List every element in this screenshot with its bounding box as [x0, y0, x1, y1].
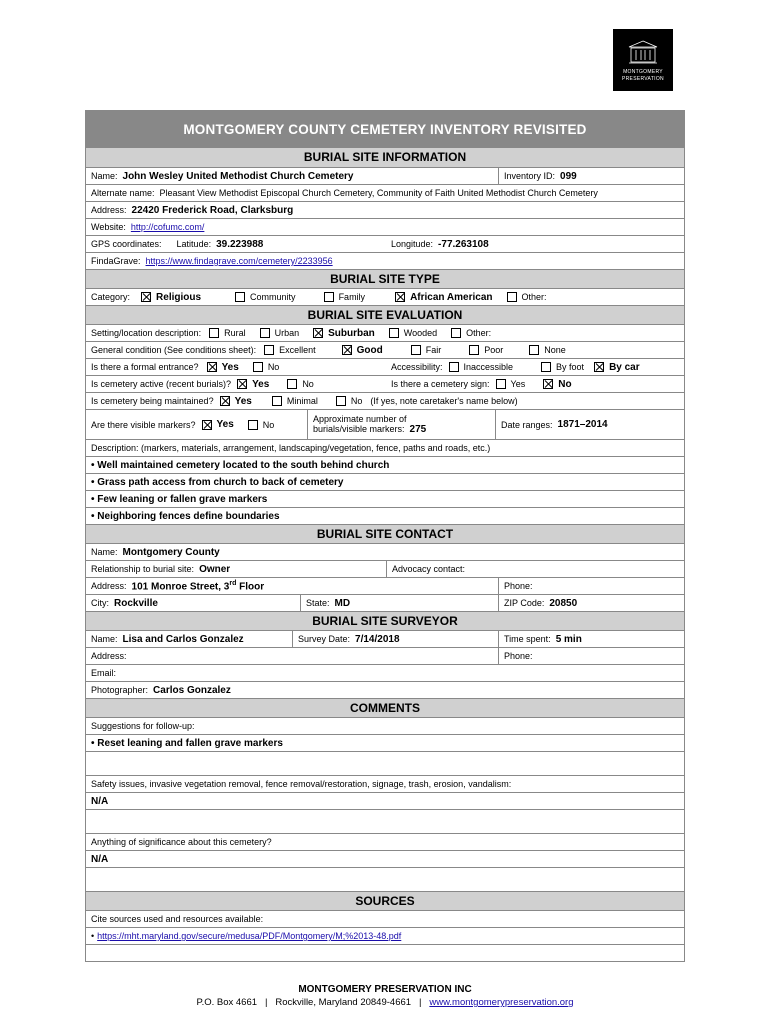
followup-label: Suggestions for follow-up: [91, 721, 195, 731]
religious-checkbox[interactable] [141, 292, 151, 302]
approx-label: Approximate number of [313, 414, 407, 424]
rural-label: Rural [224, 328, 246, 338]
none-condition-checkbox[interactable] [529, 345, 539, 355]
surveyor-name[interactable]: Lisa and Carlos Gonzalez [122, 633, 244, 645]
by-car-checkbox[interactable] [594, 362, 604, 372]
safety-blank[interactable] [86, 810, 684, 833]
alt-name-label: Alternate name: [91, 188, 155, 198]
sign-label: Is there a cemetery sign: [391, 379, 490, 389]
markers-yes-label: Yes [216, 419, 234, 430]
excellent-label: Excellent [279, 345, 316, 355]
source-bullet: • [91, 931, 95, 941]
by-foot-label: By foot [556, 362, 585, 372]
cemetery-name[interactable]: John Wesley United Methodist Church Cemetery [122, 170, 354, 182]
sign-yes-label: Yes [510, 379, 526, 389]
active-yes-checkbox[interactable] [237, 379, 247, 389]
city-label: City: [91, 598, 109, 608]
good-checkbox[interactable] [342, 345, 352, 355]
form-title: MONTGOMERY COUNTY CEMETERY INVENTORY REVISITED [86, 111, 684, 148]
approx-count[interactable]: 275 [409, 424, 427, 435]
source-link[interactable]: https://mht.maryland.gov/secure/medusa/PDF/Montgomery/M;%2013-48.pdf [97, 931, 402, 941]
sign-no-label: No [558, 378, 572, 390]
urban-label: Urban [274, 328, 300, 338]
followup-item[interactable]: • Reset leaning and fallen grave markers [91, 737, 283, 749]
condition-label: General condition (See conditions sheet): [91, 345, 257, 355]
inventory-label: Inventory ID: [504, 171, 556, 181]
sign-no-checkbox[interactable] [543, 379, 553, 389]
maintained-yes-label: Yes [234, 395, 252, 407]
approx-label-2: burials/visible markers: [313, 424, 405, 434]
setting-label: Setting/location description: [91, 328, 202, 338]
zip[interactable]: 20850 [549, 597, 578, 609]
active-yes-label: Yes [252, 378, 270, 390]
entrance-yes-checkbox[interactable] [207, 362, 217, 372]
section-comments-heading: COMMENTS [86, 698, 684, 717]
latitude-label: Latitude: [176, 239, 212, 249]
significance-blank[interactable] [86, 868, 684, 891]
poor-label: Poor [484, 345, 504, 355]
followup-blank[interactable] [86, 752, 684, 775]
section-type-heading: BURIAL SITE TYPE [86, 269, 684, 288]
entrance-no-checkbox[interactable] [253, 362, 263, 372]
description-item[interactable]: • Well maintained cemetery located to the south behind church [91, 459, 390, 471]
description-item[interactable]: • Few leaning or fallen grave markers [91, 493, 268, 505]
other-setting-checkbox[interactable] [451, 328, 461, 338]
religious-label: Religious [156, 291, 202, 303]
family-label: Family [338, 292, 366, 302]
other-type-label: Other: [521, 292, 547, 302]
relationship-label: Relationship to burial site: [91, 564, 195, 574]
photographer[interactable]: Carlos Gonzalez [153, 684, 231, 696]
description-item[interactable]: • Neighboring fences define boundaries [91, 510, 280, 522]
safety-value[interactable]: N/A [91, 795, 109, 807]
logo-line2: PRESERVATION [622, 76, 664, 82]
photographer-label: Photographer: [91, 685, 149, 695]
excellent-checkbox[interactable] [264, 345, 274, 355]
org-logo [613, 29, 673, 91]
description-item[interactable]: • Grass path access from church to back of cemetery [91, 476, 344, 488]
name-label: Name: [91, 171, 118, 181]
community-checkbox[interactable] [235, 292, 245, 302]
other-setting-label: Other: [466, 328, 492, 338]
alt-name[interactable]: Pleasant View Methodist Episcopal Church Cemetery, Community of Faith United Methodist Church Cemetery [159, 188, 598, 198]
accessibility-label: Accessibility: [391, 362, 443, 372]
entrance-label: Is there a formal entrance? [91, 362, 199, 372]
fair-label: Fair [425, 345, 442, 355]
by-car-label: By car [609, 361, 640, 373]
footer-org: MONTGOMERY PRESERVATION INC [298, 984, 472, 995]
longitude-label: Longitude: [391, 239, 434, 249]
active-no-checkbox[interactable] [287, 379, 297, 389]
contact-address[interactable]: 101 Monroe Street, 3rd Floor [131, 579, 265, 593]
survey-date-label: Survey Date: [298, 634, 351, 644]
longitude[interactable]: -77.263108 [438, 238, 489, 250]
footer-address: P.O. Box 4661 | Rockville, Maryland 20849-4661 | www.montgomerypreservation.org [196, 997, 574, 1008]
section-contact-heading: BURIAL SITE CONTACT [86, 524, 684, 543]
inaccessible-label: Inaccessible [463, 362, 514, 372]
african-american-checkbox[interactable] [395, 292, 405, 302]
surveyor-phone-label: Phone: [504, 651, 533, 661]
maintained-minimal-checkbox[interactable] [272, 396, 282, 406]
safety-label: Safety issues, invasive vegetation removal, fence removal/restoration, signage, trash, erosion, vandalism: [91, 779, 512, 789]
time-spent[interactable]: 5 min [555, 633, 582, 645]
urban-checkbox[interactable] [260, 328, 270, 338]
advocacy-label: Advocacy contact: [392, 564, 466, 574]
markers-no-label: No [262, 419, 275, 430]
family-checkbox[interactable] [324, 292, 334, 302]
section-surveyor-heading: BURIAL SITE SURVEYOR [86, 611, 684, 630]
section-evaluation-heading: BURIAL SITE EVALUATION [86, 305, 684, 324]
site-address[interactable]: 22420 Frederick Road, Clarksburg [131, 204, 294, 216]
state[interactable]: MD [334, 597, 351, 609]
maintained-no-label: No [350, 396, 363, 406]
fair-checkbox[interactable] [411, 345, 421, 355]
gps-label: GPS coordinates: [91, 239, 162, 249]
inaccessible-checkbox[interactable] [449, 362, 459, 372]
caretaker-note: (If yes, note caretaker's name below) [370, 396, 518, 406]
markers-yes-checkbox[interactable] [202, 420, 212, 430]
suburban-checkbox[interactable] [313, 328, 323, 338]
by-foot-checkbox[interactable] [541, 362, 551, 372]
african-american-label: African American [410, 291, 493, 303]
city[interactable]: Rockville [114, 597, 158, 609]
markers-label: Are there visible markers? [91, 419, 196, 430]
wooded-checkbox[interactable] [389, 328, 399, 338]
date-ranges-label: Date ranges: [501, 419, 553, 430]
address-label: Address: [91, 205, 127, 215]
contact-address-label: Address: [91, 581, 127, 591]
entrance-yes-label: Yes [221, 361, 239, 373]
footer-website-link[interactable]: www.montgomerypreservation.org [429, 997, 574, 1008]
relationship[interactable]: Owner [199, 563, 231, 575]
time-spent-label: Time spent: [504, 634, 551, 644]
rural-checkbox[interactable] [209, 328, 219, 338]
section-info-heading: BURIAL SITE INFORMATION [86, 148, 684, 167]
entrance-no-label: No [267, 362, 280, 372]
poor-checkbox[interactable] [469, 345, 479, 355]
markers-no-checkbox[interactable] [248, 420, 258, 430]
surveyor-name-label: Name: [91, 634, 118, 644]
contact-name[interactable]: Montgomery County [122, 546, 220, 558]
wooded-label: Wooded [403, 328, 438, 338]
active-label: Is cemetery active (recent burials)? [91, 379, 232, 389]
surveyor-address-label: Address: [91, 651, 127, 661]
inventory-id[interactable]: 099 [560, 170, 577, 182]
latitude[interactable]: 39.223988 [216, 238, 264, 250]
maintained-label: Is cemetery being maintained? [91, 396, 214, 406]
building-icon [627, 39, 659, 65]
category-label: Category: [91, 292, 131, 302]
email-label: Email: [91, 668, 117, 678]
significance-label: Anything of significance about this cemetery? [91, 837, 272, 847]
logo-line1: MONTGOMERY [623, 69, 663, 75]
sources-label: Cite sources used and resources available: [91, 914, 264, 924]
good-label: Good [356, 344, 383, 356]
active-no-label: No [302, 379, 314, 389]
maintained-minimal-label: Minimal [286, 396, 318, 406]
state-label: State: [306, 598, 330, 608]
contact-name-label: Name: [91, 547, 118, 557]
website-label: Website: [91, 222, 126, 232]
sources-blank[interactable] [86, 945, 684, 961]
findagrave-link[interactable]: https://www.findagrave.com/cemetery/2233956 [145, 256, 333, 266]
findagrave-label: FindaGrave: [91, 256, 141, 266]
inventory-form [85, 110, 685, 962]
section-sources-heading: SOURCES [86, 891, 684, 910]
website-link[interactable]: http://cofumc.com/ [130, 222, 205, 232]
significance-value[interactable]: N/A [91, 853, 109, 865]
suburban-label: Suburban [328, 327, 375, 339]
none-condition-label: None [544, 345, 566, 355]
other-type-checkbox[interactable] [507, 292, 517, 302]
zip-label: ZIP Code: [504, 598, 545, 608]
maintained-yes-checkbox[interactable] [220, 396, 230, 406]
contact-phone-label: Phone: [504, 581, 533, 591]
date-ranges[interactable]: 1871–2014 [557, 419, 608, 430]
community-label: Community [250, 292, 296, 302]
survey-date[interactable]: 7/14/2018 [355, 633, 400, 645]
maintained-no-checkbox[interactable] [336, 396, 346, 406]
description-label: Description: (markers, materials, arrangement, landscaping/vegetation, fence, paths and roads, etc.) [91, 443, 491, 453]
sign-yes-checkbox[interactable] [496, 379, 506, 389]
